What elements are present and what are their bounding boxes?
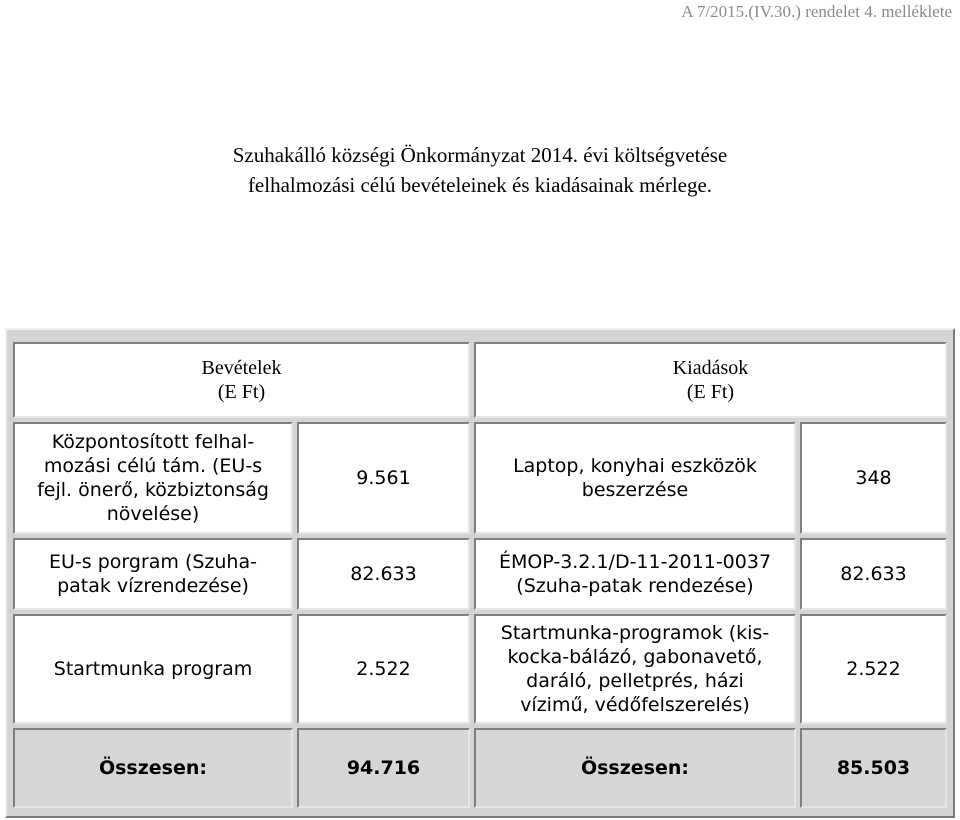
expense-total-label-cell — [474, 728, 796, 808]
expense-total-value: 85.503 — [836, 757, 911, 779]
income-header — [13, 342, 470, 418]
expense-label: Laptop, konyhai eszközök beszerzése — [513, 455, 757, 501]
expense-label: Startmunka-programok (kis- kocka-bálázó, gabonavető, daráló, pelletprés, házi vízimű, védőfelszerelés) — [500, 622, 770, 716]
income-label-cell — [13, 614, 293, 724]
title-line-1: Szuhakálló községi Önkormányzat 2014. évi költségvetése — [232, 143, 728, 167]
income-label-cell — [13, 422, 293, 534]
income-value-cell — [297, 538, 470, 610]
income-total-value-cell — [297, 728, 470, 808]
expense-label-cell — [474, 538, 796, 610]
income-header-text: Bevételek (E Ft) — [201, 357, 282, 403]
income-value-cell — [297, 614, 470, 724]
income-total-label-cell — [13, 728, 293, 808]
expense-value: 348 — [855, 467, 892, 489]
income-label: Startmunka program — [53, 658, 253, 680]
expense-header-text: Kiadások (E Ft) — [672, 357, 749, 403]
document-title — [0, 140, 960, 200]
document-reference: A 7/2015.(IV.30.) rendelet 4. melléklete — [681, 2, 952, 21]
expense-label-cell — [474, 422, 796, 534]
income-value: 2.522 — [356, 658, 411, 680]
expense-total-value-cell — [800, 728, 947, 808]
income-total-label: Összesen: — [98, 757, 208, 779]
expense-value-cell — [800, 538, 947, 610]
expense-value: 2.522 — [846, 658, 901, 680]
title-line-2: felhalmozási célú bevételeinek és kiadásainak mérlege. — [247, 173, 713, 197]
income-value-cell — [297, 422, 470, 534]
expense-header — [474, 342, 947, 418]
income-label: EU-s porgram (Szuha- patak vízrendezése) — [49, 551, 257, 597]
expense-value-cell — [800, 614, 947, 724]
income-total-value: 94.716 — [346, 757, 421, 779]
income-value: 82.633 — [350, 563, 417, 585]
income-label: Központosított felhal- mozási célú tám. (EU-s fejl. önerő, közbiztonság növelése) — [37, 431, 269, 525]
expense-total-label: Összesen: — [580, 757, 690, 779]
expense-value: 82.633 — [840, 563, 907, 585]
expense-value-cell — [800, 422, 947, 534]
expense-label-cell — [474, 614, 796, 724]
income-value: 9.561 — [356, 467, 411, 489]
income-label-cell — [13, 538, 293, 610]
expense-label: ÉMOP-3.2.1/D-11-2011-0037 (Szuha-patak rendezése) — [498, 551, 772, 597]
